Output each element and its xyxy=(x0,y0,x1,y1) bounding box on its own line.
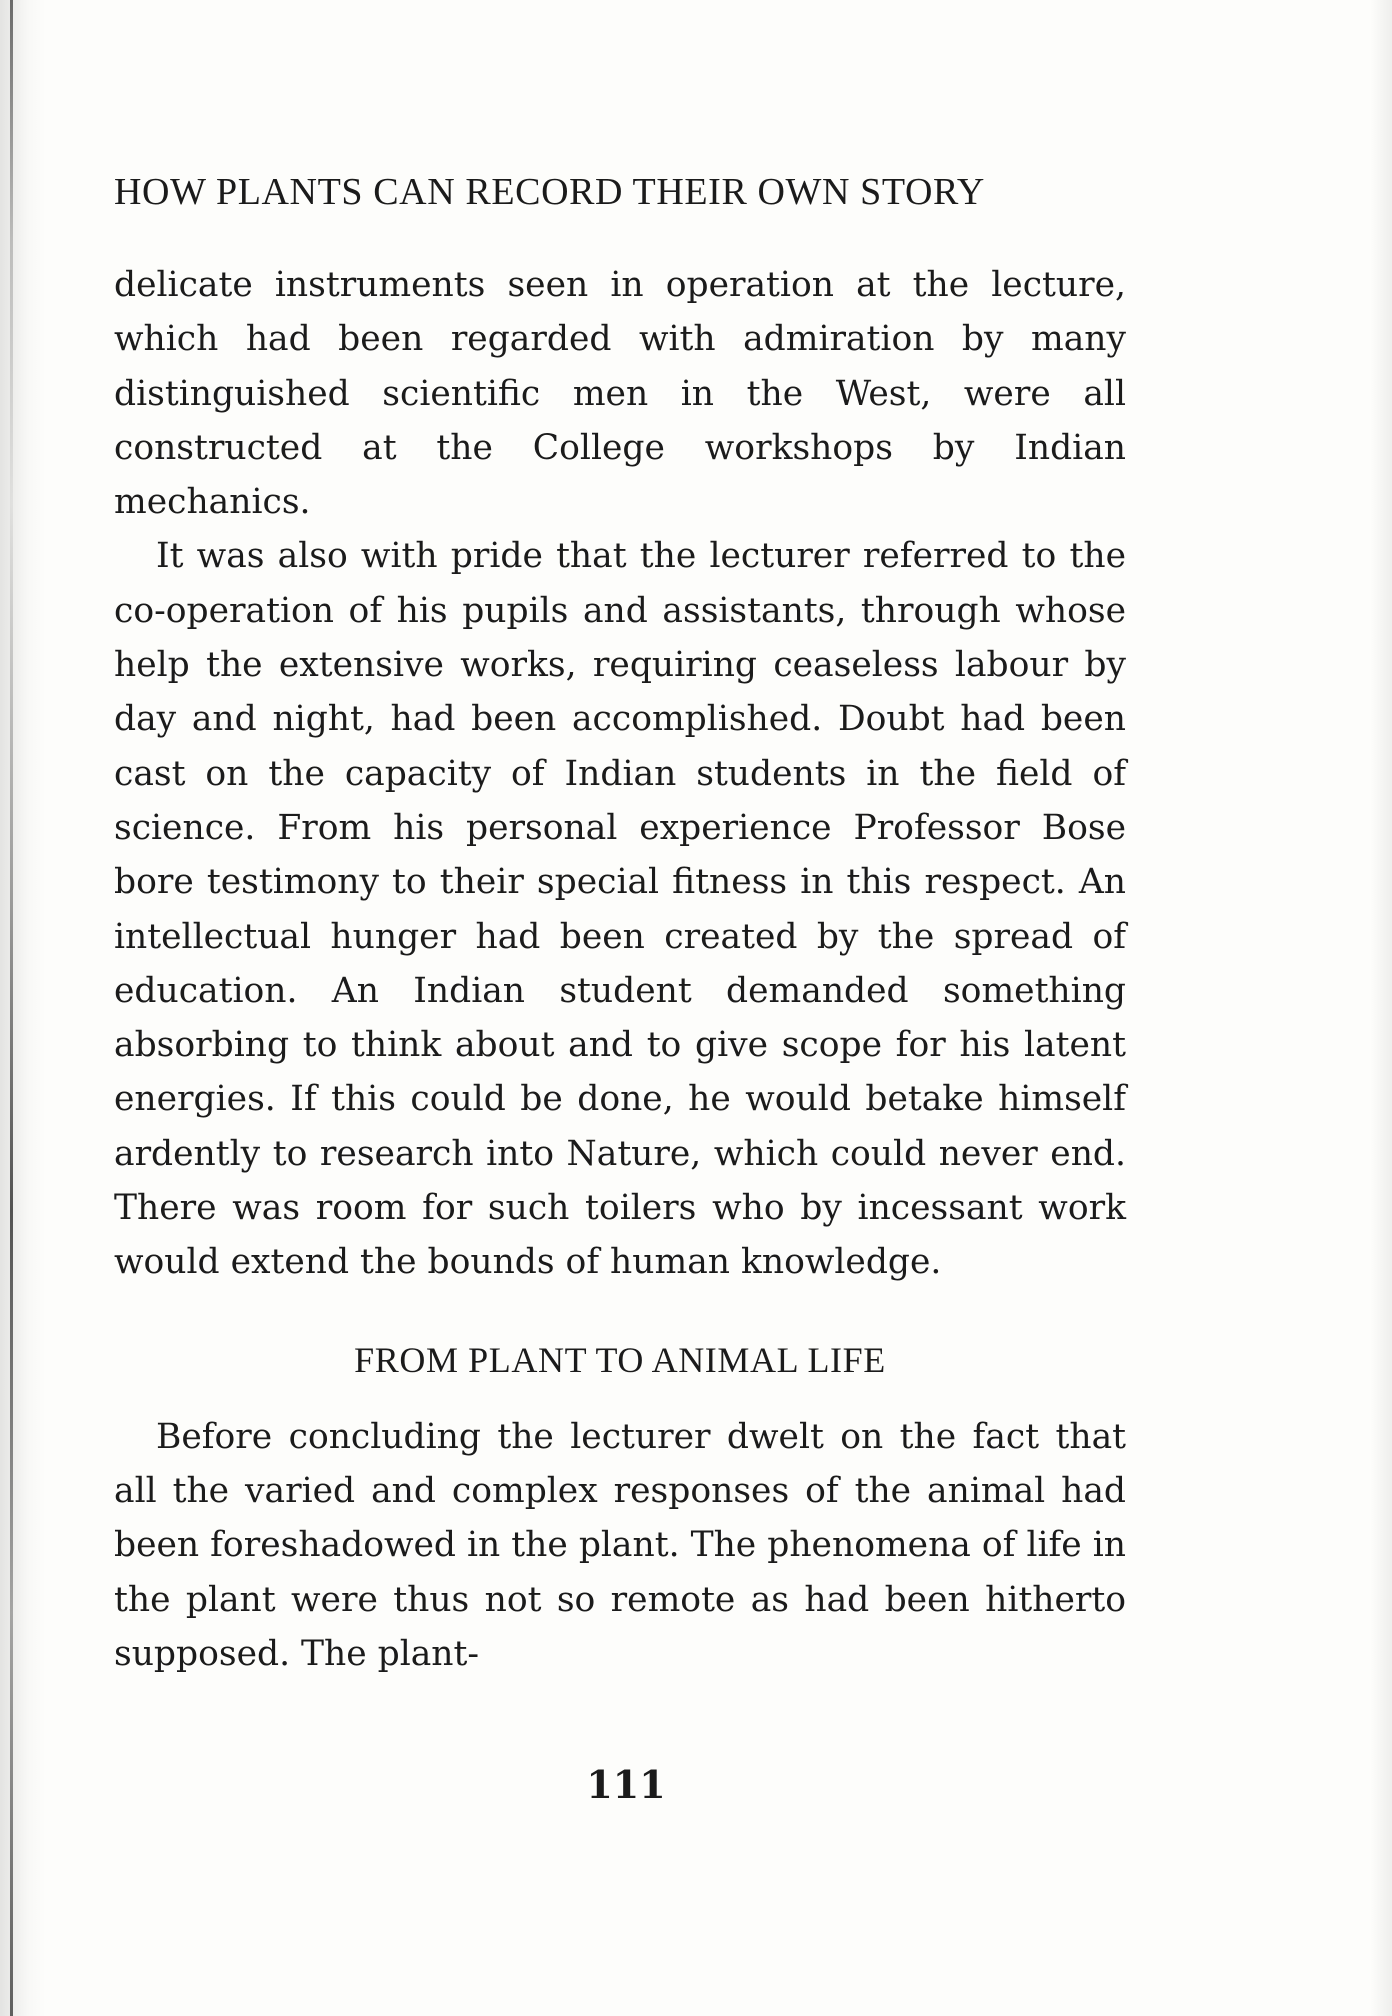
page-number: 111 xyxy=(586,1762,666,1807)
paragraph-pupils: It was also with pride that the lecturer referred to the co-operation of his pupils and assistants, through whose help the extensive works, requiring ceaseless labour by day and night, had been accomplished. Doubt had been cast on the capacity of Indian students in the field of science. From his personal experience Professor Bose bore testimony to their special fitness in this respect. An intellectual hunger had been created by the spread of education. An Indian student demanded something absorbing to think about and to give scope for his latent energies. If this could be done, he would betake himself ardently to research into Nature, which could never end. There was room for such toilers who by incessant work would extend the bounds of human knowledge. xyxy=(114,536,1126,1283)
paragraph-continued: delicate instruments seen in operation at the lecture, which had been regarded with admiration by many distinguished scientific men in the West, were all constructed at the College workshops by Indian mechanics. xyxy=(114,265,1126,523)
running-head: HOW PLANTS CAN RECORD THEIR OWN STORY xyxy=(114,171,985,213)
paragraph-plant-animal: Before concluding the lecturer dwelt on the fact that all the varied and complex responses of the animal had been foreshadowed in the plant. The phenomena of life in the plant were thus not so remote as had been hitherto supposed. The plant- xyxy=(114,1416,1126,1674)
page-body xyxy=(114,258,1126,1681)
scan-right-edge xyxy=(1370,0,1392,2016)
scan-binding-line xyxy=(10,0,13,2016)
scan-left-edge xyxy=(0,0,46,2016)
section-heading: FROM PLANT TO ANIMAL LIFE xyxy=(354,1339,886,1380)
